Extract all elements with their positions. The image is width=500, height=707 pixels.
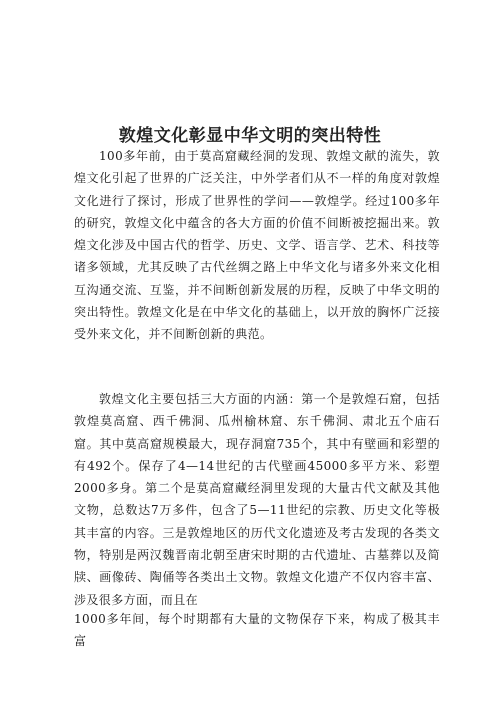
paragraph-3: 1000多年间，每个时期都有大量的文物保存下来，构成了极其丰富 — [74, 612, 440, 649]
document-title: 敦煌文化彰显中华文明的突出特性 — [118, 126, 382, 147]
paragraph-1: 100多年前，由于莫高窟藏经洞的发现、敦煌文献的流失，敦煌文化引起了世界的广泛关注，中外学者们从不一样的角度对敦煌文化进行了探讨，形成了世界性的学问——敦煌学。经过100多年的研究，敦煌文化中蕴含的各大方面的价值不间断被挖掘出来。敦煌文化涉及中国古代的哲学、历史、文学、语言学、艺术、科技等诸多领域，尤其反映了古代丝绸之路上中华文化与诸多外来文化相互沟通交流、互鉴，并不间断创新发展的历程，反映了中华文明的突出特性。敦煌文化是在中华文化的基础上，以开放的胸怀广泛接受外来文化，并不间断创新的典范。 — [74, 149, 440, 342]
paragraph-2: 敦煌文化主要包括三大方面的内涵：第一个是敦煌石窟，包括敦煌莫高窟、西千佛洞、瓜州榆林窟、东千佛洞、肃北五个庙石窟。其中莫高窟规模最大，现存洞窟735个，其中有壁画和彩塑的有492个。保存了4—14世纪的古代壁画45000多平方米、彩塑2000多身。第二个是莫高窟藏经洞里发现的大量古代文献及其他文物，总数达7万多件，包含了5—11世纪的宗教、历史文化等极其丰富的内容。三是敦煌地区的历代文化遗迹及考古发现的各类文物，特别是两汉魏晋南北朝至唐宋时期的古代遗址、古墓葬以及简牍、画像砖、陶俑等各类出土文物。敦煌文化遗产不仅内容丰富、涉及很多方面，而且在 — [74, 392, 440, 607]
